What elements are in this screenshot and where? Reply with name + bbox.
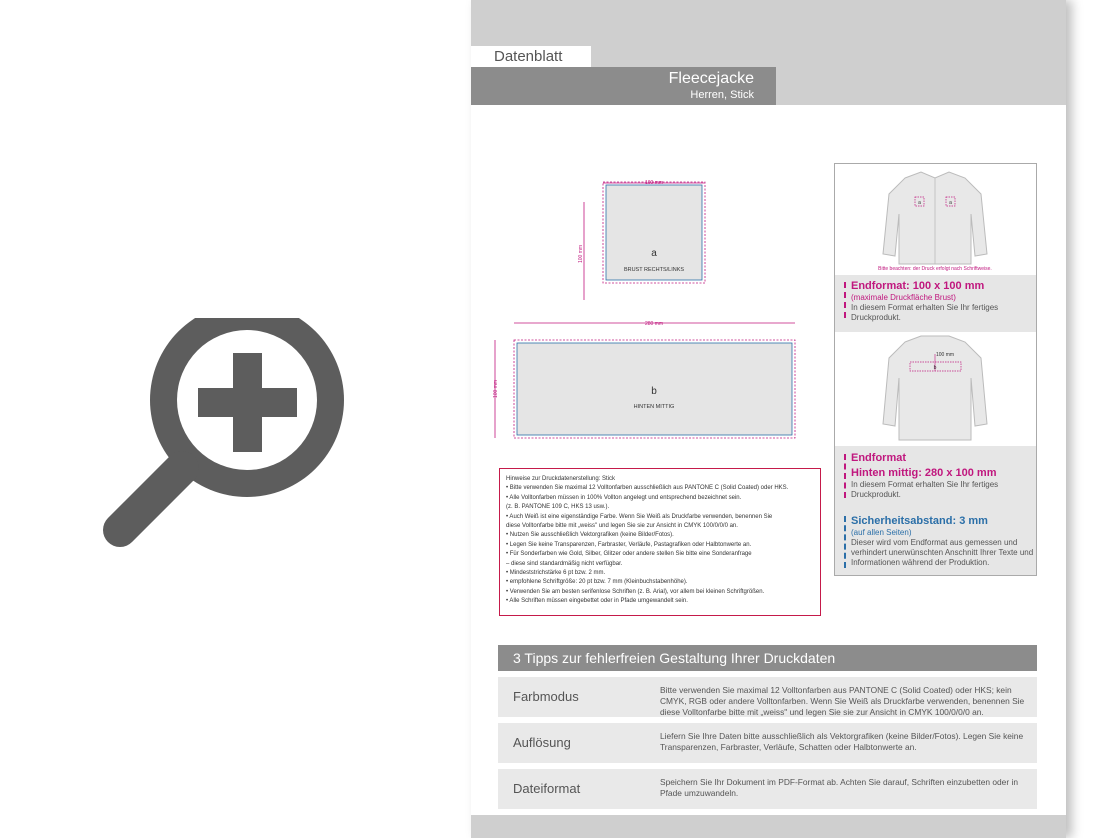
area-b-height-label: 100 mm [493,379,499,399]
jacket-front-illustration [835,164,1036,275]
back-dim-label: 100 mm [935,352,955,358]
area-a-letter: a [651,248,657,259]
hint-line: • Alle Schriften müssen eingebettet oder in Pfade umgewandelt sein. [506,598,688,605]
tip-label: Farbmodus [513,689,579,704]
tip-row-farbmodus [498,677,1037,717]
jacket-back-illustration [835,332,1036,446]
jacket-back-view [835,332,1036,446]
back-format-text [835,452,1036,500]
area-a-width-label: 100 mm [644,180,664,186]
print-hints-box [499,468,821,616]
hints-title: Hinweise zur Druckdatenerstellung: Stick [506,476,616,482]
tip-row-aufloesung [498,723,1037,763]
area-b-name: HINTEN MITTIG [633,404,675,410]
hint-line: • empfohlene Schriftgröße: 20 pt bzw. 7 mm (Kleinbuchstabenhöhe). [506,579,688,586]
hint-line: • Für Sonderfarben wie Gold, Silber, Glitzer oder andere stellen Sie bitte eine Sonderanfrage [506,551,752,558]
product-title-band [471,67,776,105]
hint-line: • Auch Weiß ist eine eigenständige Farbe. Wenn Sie Weiß als Druckfarbe verwenden, benennen Sie [506,513,773,520]
front-format-desc: In diesem Format erhalten Sie Ihr fertiges Druckprodukt. [851,303,999,322]
page-footer-band [471,815,1066,838]
tips-header: 3 Tipps zur fehlerfreien Gestaltung Ihrer Druckdaten [498,645,1037,671]
tip-row-dateiformat [498,769,1037,809]
tip-text: Liefern Sie Ihre Daten bitte ausschließlich als Vektorgrafiken (keine Bilder/Fotos). Legen Sie keine Transparenzen, Farbraster, Verläufe, Schatten oder Halbtonwerte an. [660,731,1024,752]
front-format-text [835,280,1036,323]
front-format-sub: (maximale Druckfläche Brust) [851,293,956,302]
format-side-panel [834,163,1037,576]
area-a-name: BRUST RECHTS/LINKS [623,267,685,273]
front-format-heading: Endformat: 100 x 100 mm [851,280,985,292]
svg-text:b: b [933,365,937,371]
area-a-height-label: 100 mm [578,244,584,264]
safety-sub: (auf allen Seiten) [851,528,912,537]
front-note: Bitte beachten: der Druck erfolgt nach Schriftweise. [878,266,992,272]
hint-line: (z. B. PANTONE 109 C, HKS 13 usw.). [506,504,610,511]
zoom-in-icon[interactable] [102,318,358,548]
back-format-heading: Endformat [851,452,906,464]
svg-text:a: a [918,200,921,206]
lens-handle [120,468,182,530]
hint-line: • Alle Volltonfarben müssen in 100% Vollton angelegt und entsprechend bezeichnet sein. [506,494,742,501]
svg-text:a: a [949,200,952,206]
print-area-diagram [471,170,831,450]
tip-label: Auflösung [513,735,571,750]
jacket-front-view [835,164,1036,275]
hint-line: • Verwenden Sie am besten serifenlose Schriften (z. B. Arial), vor allem bei kleinen Schriftgrößen. [506,588,765,595]
tip-text: Bitte verwenden Sie maximal 12 Volltonfarben aus PANTONE C (Solid Coated) oder HKS; kein CMYK, RGB oder andere Volltonfarben. Wenn Sie Weiß als Druckfarbe verwenden, benennen Sie diese Volltonfarbe bitte mit „weiss" und legen Sie sie zur Ansicht in CMYK 100/0/0/0 an. [660,685,1025,717]
area-a [578,180,705,300]
area-b-letter: b [651,386,657,397]
datasheet-page [471,0,1066,838]
product-title: Fleecejacke [668,70,754,87]
hint-line: – diese sind standardmäßig nicht verfügbar. [506,560,623,567]
plus-horizontal [198,388,297,417]
hint-line: • Mindeststrichstärke 6 pt bzw. 2 mm. [506,570,606,577]
back-format-subheading: Hinten mittig: 280 x 100 mm [851,467,997,479]
datasheet-label: Datenblatt [471,46,591,67]
area-b-width-label: 280 mm [644,321,664,327]
safety-desc: Dieser wird vom Endformat aus gemessen und verhindert unerwünschten Anschnitt Ihrer Texte und Informationen während der Produktion. [851,538,1034,567]
hint-line: • Bitte verwenden Sie maximal 12 Volltonfarben ausschließlich aus PANTONE C (Solid Coated) oder HKS. [506,485,789,492]
tip-text: Speichern Sie Ihr Dokument im PDF-Format ab. Achten Sie darauf, Schriften einzubetten oder in Pfade umzuwandeln. [660,777,1018,798]
area-b [493,321,795,438]
back-format-desc: In diesem Format erhalten Sie Ihr fertiges Druckprodukt. [851,480,999,499]
tip-label: Dateiformat [513,781,581,796]
safety-text [835,515,1036,568]
safety-heading: Sicherheitsabstand: 3 mm [851,515,988,527]
hint-line: • Nutzen Sie ausschließlich Vektorgrafiken (keine Bilder/Fotos). [506,532,674,539]
hint-line: • Legen Sie keine Transparenzen, Farbraster, Verläufe, Pastagrafiken oder Halbtonwerte an. [506,541,752,548]
product-subtitle: Herren, Stick [690,89,754,101]
hint-line: diese Volltonfarbe bitte mit „weiss" und legen Sie sie zur Ansicht in CMYK 100/0/0/0 an. [506,523,738,530]
